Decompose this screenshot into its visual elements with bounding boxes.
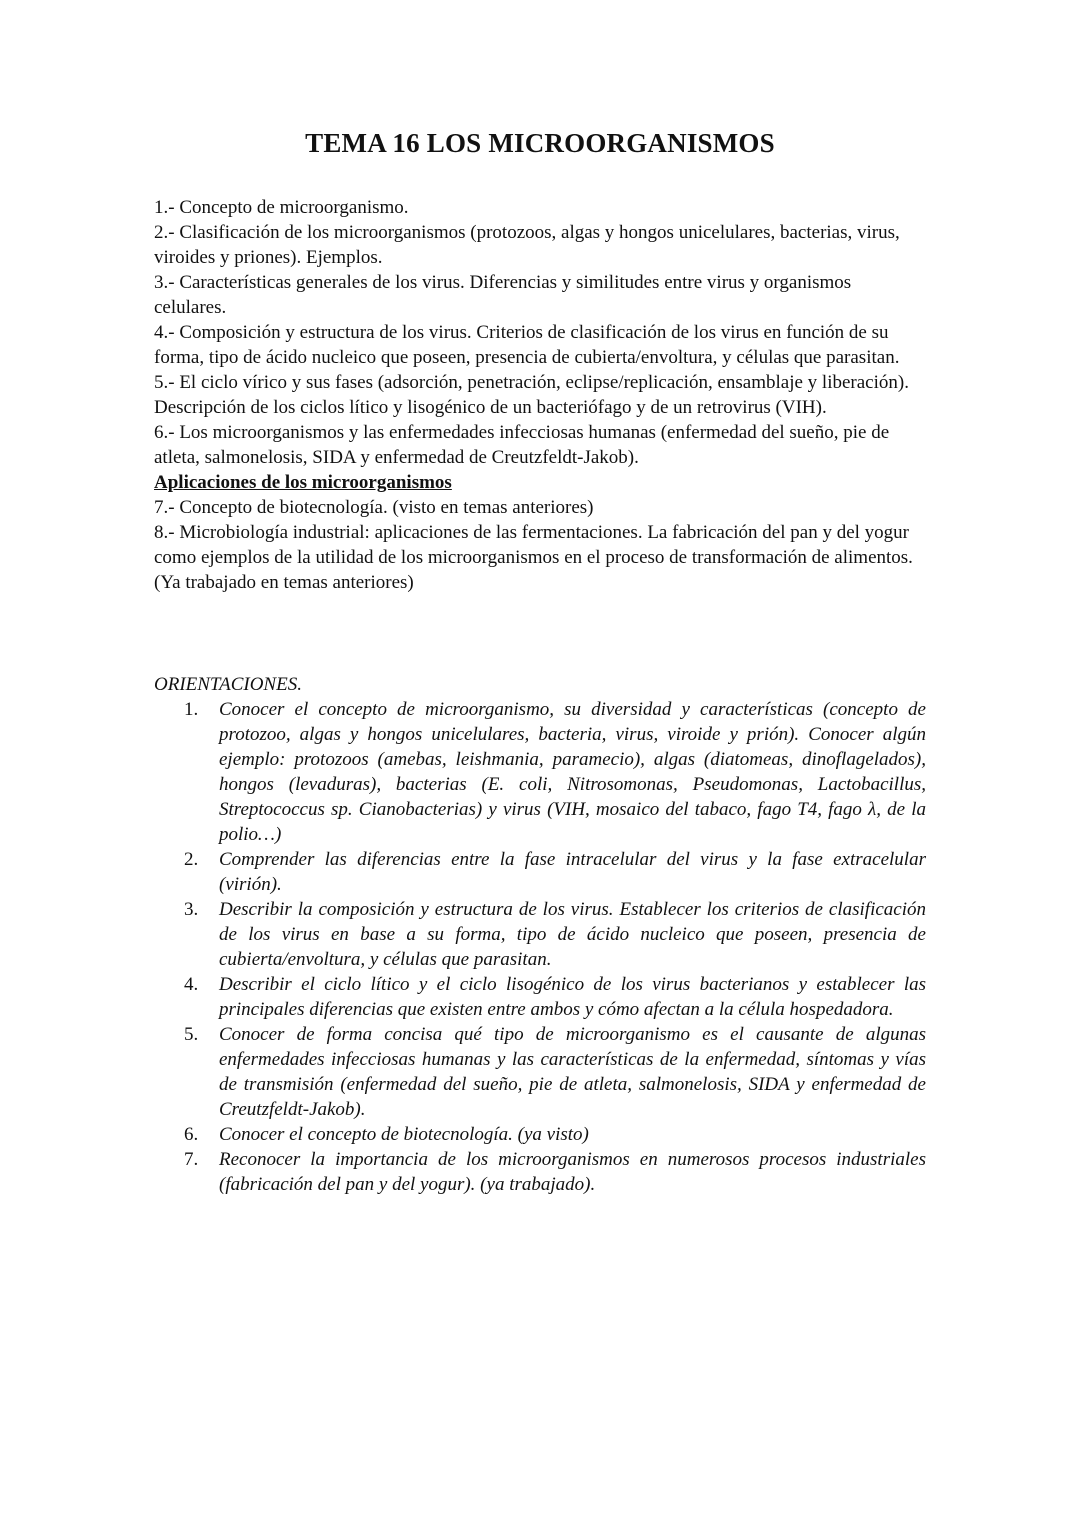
orientacion-number: 5. (184, 1024, 199, 1045)
orientacion-number: 4. (184, 974, 199, 995)
orientacion-text: Reconocer la importancia de los microorganismos en numerosos procesos industriales (fabricación del pan y del yogur). (ya trabajado). (219, 1149, 926, 1195)
orientacion-item (154, 697, 926, 847)
topic-item: 7.- Concepto de biotecnología. (visto en temas anteriores) (154, 497, 594, 518)
orientacion-number: 3. (184, 899, 199, 920)
topic-item: 8.- Microbiología industrial: aplicaciones de las fermentaciones. La fabricación del pan y del yogur como ejemplos de la utilidad de los microorganismos en el proceso de transformación de alimentos. (Ya trabajado en temas anteriores) (154, 522, 913, 593)
orientaciones-heading: ORIENTACIONES. (154, 674, 302, 695)
orientacion-number: 6. (184, 1124, 199, 1145)
orientacion-text: Describir el ciclo lítico y el ciclo lisogénico de los virus bacterianos y establecer las principales diferencias que existen entre ambos y cómo afectan a la célula hospedadora. (219, 974, 926, 1020)
orientacion-text: Comprender las diferencias entre la fase intracelular del virus y la fase extracelular (virión). (219, 849, 926, 895)
topic-item: 4.- Composición y estructura de los virus. Criterios de clasificación de los virus en función de su forma, tipo de ácido nucleico que poseen, presencia de cubierta/envoltura, y células que parasitan. (154, 322, 900, 368)
topic-item: 1.- Concepto de microorganismo. (154, 197, 409, 218)
orientacion-text: Conocer el concepto de microorganismo, su diversidad y características (concepto de protozoo, algas y hongos unicelulares, bacteria, virus, viroide y prión). Conocer algún ejemplo: protozoos (amebas, leishmania, paramecio), algas (diatomeas, dinoflagelados), hongos (levaduras), bacterias (E. coli, Nitrosomonas, Pseudomonas, Lactobacillus, Streptococcus sp. Cianobacterias) y virus (VIH, mosaico del tabaco, fago T4, fago λ, de la polio…) (219, 699, 926, 845)
orientacion-item (154, 1122, 926, 1147)
orientacion-text: Conocer el concepto de biotecnología. (ya visto) (219, 1124, 589, 1145)
orientacion-text: Conocer de forma concisa qué tipo de microorganismo es el causante de algunas enfermedades infecciosas humanas y las características de la enfermedad, síntomas y vías de transmisión (enfermedad del sueño, pie de atleta, salmonelosis, SIDA y enfermedad de Creutzfeldt-Jakob). (219, 1024, 926, 1120)
orientacion-number: 2. (184, 849, 199, 870)
topic-item: 5.- El ciclo vírico y sus fases (adsorción, penetración, eclipse/replicación, ensamblaje y liberación). Descripción de los ciclos lítico y lisogénico de un bacteriófago y de un retrovirus (VIH). (154, 372, 909, 418)
topics-list (154, 195, 926, 595)
topic-item: 2.- Clasificación de los microorganismos (protozoos, algas y hongos unicelulares, bacterias, virus, viroides y priones). Ejemplos. (154, 222, 900, 268)
section-heading-aplicaciones: Aplicaciones de los microorganismos (154, 472, 452, 493)
orientacion-item (154, 897, 926, 972)
orientacion-text: Describir la composición y estructura de los virus. Establecer los criterios de clasificación de los virus en base a su forma, tipo de ácido nucleico que poseen, presencia de cubierta/envoltura, y células que parasitan. (219, 899, 926, 970)
orientacion-number: 7. (184, 1149, 199, 1170)
orientaciones-section (154, 672, 926, 1197)
orientacion-item (154, 1022, 926, 1122)
topic-item: 3.- Características generales de los virus. Diferencias y similitudes entre virus y organismos celulares. (154, 272, 852, 318)
topic-item: 6.- Los microorganismos y las enfermedades infecciosas humanas (enfermedad del sueño, pie de atleta, salmonelosis, SIDA y enfermedad de Creutzfeldt-Jakob). (154, 422, 890, 468)
orientacion-number: 1. (184, 699, 199, 720)
orientacion-item (154, 1147, 926, 1197)
orientacion-item (154, 847, 926, 897)
page-title: TEMA 16 LOS MICROORGANISMOS (305, 128, 775, 158)
orientacion-item (154, 972, 926, 1022)
orientaciones-list (154, 697, 926, 1197)
